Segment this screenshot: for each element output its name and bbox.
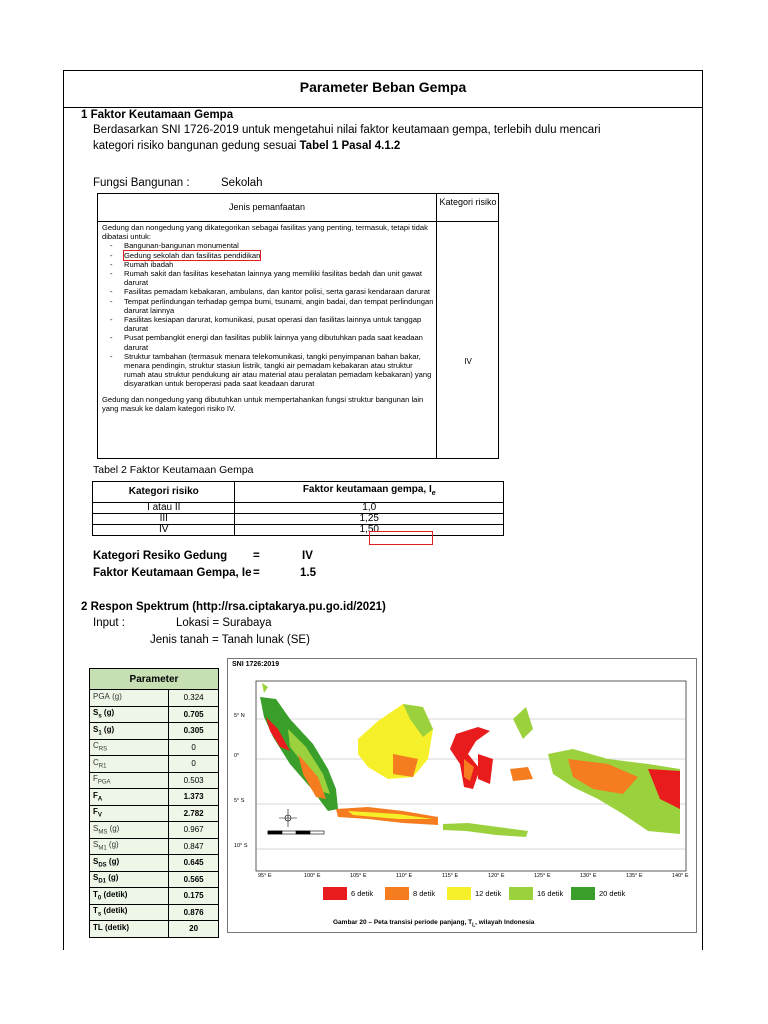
table2-cell-kategori: III (93, 514, 235, 525)
parameter-subscript: DS (98, 862, 107, 869)
parameter-symbol: S (93, 708, 99, 718)
parameter-unit: (detik) (101, 889, 128, 899)
table2-cell-faktor: 1,25 (235, 514, 504, 525)
table-row (90, 706, 219, 723)
fungsi-value: Sekolah (221, 177, 263, 189)
parameter-label (90, 822, 169, 839)
parameter-value: 0.324 (169, 690, 219, 707)
parameter-header: Parameter (90, 669, 219, 690)
parameter-label (90, 789, 169, 806)
parameter-label (90, 888, 169, 905)
table1-reference: Tabel 1 Pasal 4.1.2 (299, 140, 401, 152)
parameter-unit: (detik) (101, 906, 128, 916)
parameter-subscript: s (97, 912, 102, 919)
longitude-label: 115° E (442, 873, 459, 879)
list-item: - Rumah ibadah (124, 260, 434, 269)
list-item: - Bangunan-bangunan monumental (124, 241, 434, 250)
kategori-value: IV (302, 550, 313, 562)
table-row (90, 690, 219, 707)
parameter-symbol: F (93, 790, 98, 800)
parameter-symbol: TL (93, 922, 103, 932)
parameter-subscript: D1 (98, 879, 107, 886)
indonesia-map-graphic (228, 659, 696, 932)
parameter-unit: (g) (106, 873, 119, 883)
map-caption (333, 919, 534, 928)
table-row (93, 514, 504, 525)
table1-divider (436, 194, 437, 458)
legend-label: 16 detik (537, 889, 564, 898)
parameter-symbol: T (93, 906, 98, 916)
longitude-label: 95° E (258, 873, 272, 879)
map-caption-text: Gambar 20 – Peta transisi periode panjang, T (333, 919, 473, 926)
list-item: - Fasilitas pemadam kebakaran, ambulans, dan kantor polisi, serta garasi kendaraan darurat (124, 287, 434, 296)
table-row (90, 904, 219, 921)
table2-col-faktor-text: Faktor keutamaan gempa, I (302, 484, 432, 495)
table1-col-kategori: Kategori risiko (439, 197, 497, 207)
section1-line1: Berdasarkan SNI 1726-2019 untuk mengetahui nilai faktor keutamaan gempa, terlebih dulu mencari (93, 124, 601, 136)
latitude-label: 0° (234, 753, 240, 759)
input-jenis-tanah: Jenis tanah = Tanah lunak (SE) (150, 634, 310, 646)
longitude-label: 110° E (396, 873, 413, 879)
parameter-label (90, 921, 169, 938)
table-row (90, 805, 219, 822)
list-item: - Tempat perlindungan terhadap gempa bumi, tsunami, angin badai, dan tempat perlindungan darurat lainnya (124, 297, 434, 315)
list-item (124, 251, 434, 260)
parameter-value: 0.967 (169, 822, 219, 839)
parameter-symbol: S (93, 856, 99, 866)
parameter-value: 0.565 (169, 871, 219, 888)
parameter-subscript: R1 (98, 763, 107, 770)
parameter-unit: (g) (106, 840, 119, 850)
longitude-label: 140° E (672, 873, 689, 879)
parameter-value: 0.847 (169, 838, 219, 855)
table-row (90, 838, 219, 855)
legend-label: 12 detik (475, 889, 502, 898)
section1-line2-text: kategori risiko bangunan gedung sesuai (93, 140, 300, 152)
parameter-value: 1.373 (169, 789, 219, 806)
table-row (90, 772, 219, 789)
transition-period-map (227, 658, 697, 933)
document-frame (63, 70, 703, 950)
table-row (93, 525, 504, 536)
latitude-label: 5° S (234, 798, 245, 804)
parameter-label (90, 805, 169, 822)
parameter-table (89, 668, 219, 938)
importance-factor-table (92, 481, 504, 536)
scale-bar (268, 831, 324, 834)
parameter-label (90, 855, 169, 872)
table-row (90, 888, 219, 905)
map-header: SNI 1726:2019 (232, 661, 280, 668)
latitude-label: 5° N (234, 713, 245, 719)
table2-cell-kategori: IV (93, 525, 235, 536)
faktor-label: Faktor Keutamaan Gempa, Ie (93, 567, 252, 579)
input-label: Input : (93, 617, 125, 629)
parameter-label (90, 772, 169, 789)
table2-cell-faktor: 1,0 (235, 503, 504, 514)
legend-label: 20 detik (599, 889, 626, 898)
table-row (90, 789, 219, 806)
list-item: - Rumah sakit dan fasilitas kesehatan lainnya yang memiliki fasilitas bedah dan unit gawat darurat (124, 269, 434, 287)
table2-header-row (93, 482, 504, 503)
parameter-unit: (g) (101, 708, 115, 718)
parameter-unit: (detik) (102, 922, 130, 932)
list-item: - Fasilitas kesiapan darurat, komunikasi, pusat operasi dan fasilitas lainnya untuk tanggap darurat (124, 315, 434, 333)
highlighted-item: Gedung sekolah dan fasilitas pendidikan (124, 250, 261, 260)
parameter-symbol: S (93, 724, 99, 734)
parameter-value: 0.645 (169, 855, 219, 872)
table2-caption: Tabel 2 Faktor Keutamaan Gempa (93, 464, 254, 476)
latitude-label: 10° S (234, 843, 248, 849)
table-row (90, 822, 219, 839)
parameter-symbol: F (93, 774, 98, 784)
longitude-label: 130° E (580, 873, 597, 879)
parameter-value: 0.705 (169, 706, 219, 723)
faktor-equals: = (253, 567, 260, 579)
parameter-subscript: PGA (97, 780, 111, 787)
parameter-subscript: 1 (98, 730, 102, 737)
parameter-label (90, 871, 169, 888)
table2-col-faktor-sub: e (431, 490, 436, 497)
legend-swatch (509, 887, 533, 900)
parameter-value: 0.175 (169, 888, 219, 905)
table1-col-jenis: Jenis pemanfaatan (228, 202, 306, 212)
parameter-label (90, 690, 169, 707)
parameter-symbol: S (93, 840, 99, 850)
parameter-symbol: T (93, 889, 98, 899)
faktor-value: 1.5 (300, 567, 316, 579)
legend-label: 8 detik (413, 889, 436, 898)
parameter-header-row (90, 669, 219, 690)
legend-swatch (385, 887, 409, 900)
parameter-label (90, 706, 169, 723)
parameter-subscript: RS (98, 747, 108, 754)
map-caption-end: , wilayah Indonesia (475, 919, 535, 926)
table-row (90, 739, 219, 756)
title-bar (64, 71, 702, 108)
table1-intro: Gedung dan nongedung yang dikategorikan sebagai fasilitas yang penting, termasuk, tetapi tidak dibatasi untuk: (102, 223, 428, 242)
parameter-subscript: A (97, 796, 103, 803)
parameter-symbol: C (93, 757, 99, 767)
parameter-symbol: S (93, 823, 99, 833)
parameter-label (90, 723, 169, 740)
parameter-symbol: C (93, 741, 99, 751)
parameter-label (90, 904, 169, 921)
list-item: - Struktur tambahan (termasuk menara telekomunikasi, tangki penyimpanan bahan bakar, menara pendingin, struktur stasiun listrik, tangki air pemadam kebakaran atau struktur rumah atau struktur pendukung air atau material atau peralatan pemadam kebakaran) yang disyaratkan untuk beroperasi pada saat keadaan darurat (124, 352, 434, 389)
parameter-unit: (g) (109, 691, 122, 701)
table-row (90, 855, 219, 872)
table-row (90, 921, 219, 938)
table1-body (102, 223, 434, 413)
parameter-symbol: S (93, 873, 99, 883)
parameter-subscript: s (98, 714, 102, 721)
kategori-label: Kategori Resiko Gedung (93, 550, 228, 562)
parameter-unit: (g) (106, 856, 120, 866)
table-row (93, 503, 504, 514)
risk-category-table (97, 193, 499, 459)
table2-cell-faktor: 1,50 (235, 525, 504, 536)
parameter-unit: (g) (107, 823, 120, 833)
parameter-unit: (g) (101, 724, 115, 734)
parameter-label (90, 739, 169, 756)
table2-cell-kategori: I atau II (93, 503, 235, 514)
longitude-label: 105° E (350, 873, 367, 879)
parameter-value: 0.305 (169, 723, 219, 740)
parameter-subscript: MS (98, 829, 108, 836)
highlight-box (369, 531, 433, 545)
legend-swatch (323, 887, 347, 900)
parameter-symbol: F (93, 807, 98, 817)
parameter-subscript: 0 (97, 895, 102, 902)
parameter-value: 0 (169, 756, 219, 773)
table1-header (98, 194, 498, 222)
table1-outro: Gedung dan nongedung yang dibutuhkan untuk mempertahankan fungsi struktur bangunan lain yang masuk ke dalam kategori risiko IV. (102, 394, 424, 413)
fungsi-label: Fungsi Bangunan : (93, 177, 190, 189)
parameter-value: 2.782 (169, 805, 219, 822)
longitude-label: 135° E (626, 873, 643, 879)
legend-label: 6 detik (351, 889, 374, 898)
parameter-label (90, 756, 169, 773)
table1-category-value: IV (464, 357, 472, 366)
parameter-label (90, 838, 169, 855)
parameter-value: 0.503 (169, 772, 219, 789)
longitude-label: 100° E (304, 873, 321, 879)
section1-line2 (93, 140, 400, 152)
list-item: - Pusat pembangkit energi dan fasilitas publik lainnya yang dibutuhkan pada saat keadaan darurat (124, 333, 434, 351)
section2-heading: 2 Respon Spektrum (http://rsa.ciptakarya.pu.go.id/2021) (81, 601, 386, 613)
map-caption-sub: L (472, 922, 476, 929)
kategori-equals: = (253, 550, 260, 562)
table-row (90, 871, 219, 888)
legend-swatch (571, 887, 595, 900)
table2-col-kategori: Kategori risiko (93, 482, 235, 503)
parameter-subscript: M1 (98, 846, 107, 853)
page-title: Parameter Beban Gempa (299, 79, 467, 95)
longitude-label: 120° E (488, 873, 505, 879)
parameter-value: 0 (169, 739, 219, 756)
table1-list (102, 241, 434, 388)
parameter-value: 0.876 (169, 904, 219, 921)
longitude-label: 125° E (534, 873, 551, 879)
table-row (90, 756, 219, 773)
table2-col-faktor (235, 482, 504, 503)
section1-heading: 1 Faktor Keutamaan Gempa (81, 109, 234, 121)
parameter-symbol: PGA (93, 691, 110, 701)
table-row (90, 723, 219, 740)
parameter-subscript: V (97, 813, 102, 820)
legend-swatch (447, 887, 471, 900)
parameter-value: 20 (169, 921, 219, 938)
input-lokasi: Lokasi = Surabaya (176, 617, 272, 629)
